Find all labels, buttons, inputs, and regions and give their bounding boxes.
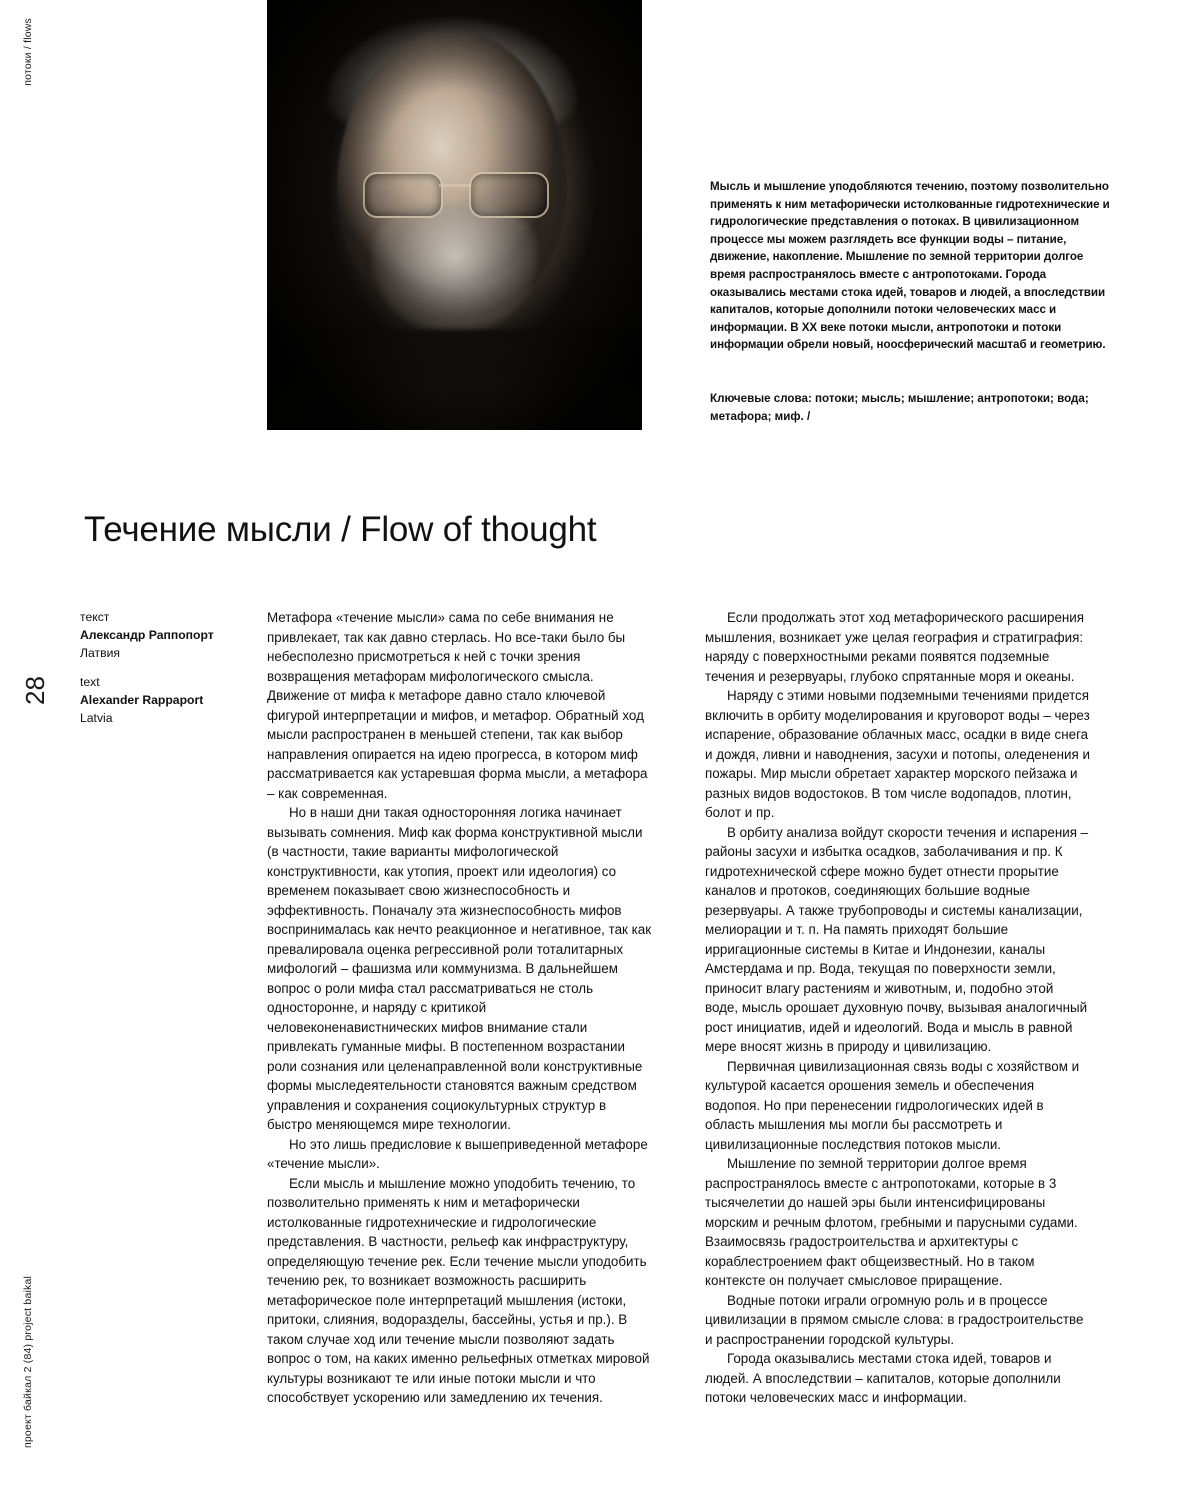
running-foot-journal: проект байкал 2 (84) project baikal — [22, 1275, 34, 1448]
paragraph: Наряду с этими новыми подземными течениями придется включить в орбиту моделирования и круговорот воды – через испарение, образование облачных масс, осадки в виде снега и дождя, ливни и наводнения, засухи и потопы, оледенения и пожары. Мир мысли обретает характер морского пейзажа и разных видов водостоков. В том числе водопадов, плотин, болот и пр. — [705, 688, 1090, 820]
byline-label-en: text — [80, 675, 100, 690]
byline-country-en: Latvia — [80, 711, 113, 726]
paragraph: Первичная цивилизационная связь воды с хозяйством и культурой касается орошения земель и обеспечения водопоя. Но при перенесении гидрологических идей в область мышления мы могли бы рассмотреть и цивилизационные последствия потоков мысли. — [705, 1058, 1080, 1152]
paragraph: Но это лишь предисловие к вышеприведенной метафоре «течение мысли». — [267, 1136, 648, 1171]
portrait-vignette — [267, 0, 642, 430]
article-abstract: Мысль и мышление уподобляются течению, поэтому позволительно применять к ним метафорически истолкованные гидротехнические и гидрологические представления о потоках. В цивилизационном процессе мы можем разглядеть все функции воды – питание, движение, накопление. Мышление по земной территории долгое время распространялось вместе с антропотоками. Города оказывались местами стока идей, товаров и людей, а впоследствии капиталов, которые дополнили потоки человеческих масс и информации. В XX веке потоки мысли, антропотоки и потоки информации обрели новый, ноосферический масштаб и геометрию. — [710, 180, 1110, 352]
body-column-right — [705, 608, 1090, 1408]
byline-spacer — [80, 662, 245, 673]
paragraph: Водные потоки играли огромную роль и в процессе цивилизации в прямом смысле слова: в градостроительстве и распространении городской культуры. — [705, 1292, 1084, 1347]
paragraph: В орбиту анализа войдут скорости течения и испарения – районы засухи и избытка осадков, заболачивания и пр. К гидротехнической сфере можно будет отнести прорытие каналов и протоков, соединяющих большие водные резервуары. А также трубопроводы и системы канализации, мелиорации и т. п. На память приходят большие ирригационные системы в Китае и Индонезии, каналы Амстердама и пр. Вода, текущая по поверхности земли, приносит влагу растениям и животным, и, подобно этой воде, мысль орошает духовную почву, вызывая аналогичный рост инициатив, идей и идеологий. Вода и мысль в равной мере вносят жизнь в природу и цивилизацию. — [705, 824, 1089, 1054]
byline — [80, 608, 245, 727]
running-head-section — [22, 0, 34, 86]
page-number: 28 — [20, 676, 50, 705]
paragraph: Если продолжать этот ход метафорического расширения мышления, возникает уже целая география и стратиграфия: наряду с поверхностными реками появятся подземные течения и резервуары, глубоко спрятанные моря и океаны. — [705, 610, 1085, 684]
byline-author-ru: Александр Раппопорт — [80, 628, 214, 643]
running-head-section-label: потоки / flows — [22, 18, 34, 86]
paragraph: Метафора «течение мысли» сама по себе внимания не привлекает, так как давно стерлась. Но все-таки было бы небесполезно присмотреться к ней с точки зрения возвращения метафорам мифологического смысла. Движение от мифа к метафоре давно стало ключевой фигурой интерпретации и мифов, и метафор. Обратный ход мысли распространен в меньшей степени, так как выбор направления опирается на идею прогресса, в котором миф рассматривается как устаревшая форма мысли, а метафора – как современная. — [267, 610, 648, 801]
article-title: Течение мысли / Flow of thought — [84, 510, 597, 550]
paragraph: Но в наши дни такая односторонняя логика начинает вызывать сомнения. Миф как форма конструктивной мысли (в частности, такие варианты мифологической конструктивности, как утопия, проект или идеология) со временем показывает свою жизнеспособность и эффективность. Поначалу эта жизнеспособность мифов воспринималась как нечто реакционное и негативное, так как превалировала оценка регрессивной роли тоталитарных мифологий – фашизма или коммунизма. В дальнейшем вопрос о роли мифа стал рассматриваться не столь односторонне, и наряду с критикой человеконенавистнических мифов внимание стали привлекать гуманные мифы. В постепенном возрастании роли сознания или целенаправленной воли конструктивные формы мыследеятельности становятся важным средством управления и сохранения социокультурных структур в быстро меняющемся мире технологии. — [267, 805, 652, 1132]
paragraph: Если мысль и мышление можно уподобить течению, то позволительно применять к ним и метафорически истолкованные гидротехнические и гидрологические представления. В частности, рельеф как инфраструктуру, определяющую течение рек. Если течение мысли уподобить течению рек, то возникает возможность расширить метафорическое поле интерпретаций мышления (истоки, притоки, слияния, водоразделы, бассейны, устья и пр.). В таком случае ход или течение мысли позволяют задать вопрос о том, на каких именно рельефных отметках мировой культуры возникают те или иные потоки мысли и что способствует ускорению или замедлению их течения. — [267, 1175, 650, 1405]
paragraph: Мышление по земной территории долгое время распространялось вместе с антропотоками, которые в 3 тысячелетии до нашей эры были интенсифицированы морским и речным флотом, гребными и парусными судами. Взаимосвязь градостроительства и архитектуры с кораблестроением факт общеизвестный. Но в таком контексте он получает смысловое приращение. — [705, 1156, 1078, 1288]
paragraph: Города оказывались местами стока идей, товаров и людей. А впоследствии – капиталов, которые дополнили потоки человеческих масс и информации. — [705, 1351, 1061, 1405]
byline-author-en: Alexander Rappaport — [80, 693, 204, 708]
byline-country-ru: Латвия — [80, 646, 120, 661]
article-keywords: Ключевые слова: потоки; мысль; мышление; антропотоки; вода; метафора; миф. / — [710, 392, 1089, 423]
author-portrait-photo — [267, 0, 642, 430]
byline-label-ru: текст — [80, 610, 110, 624]
body-column-left — [267, 608, 652, 1408]
